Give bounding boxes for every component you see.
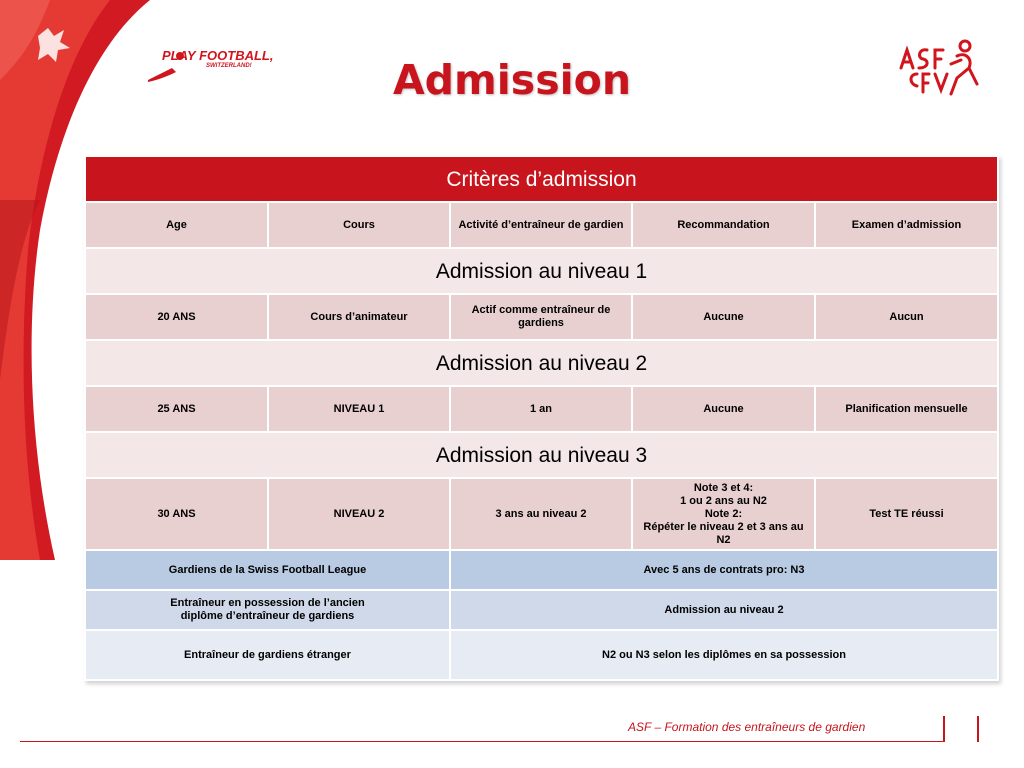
cell-recommandation: Aucune bbox=[632, 386, 815, 432]
section-title-niveau-2: Admission au niveau 2 bbox=[85, 340, 998, 386]
section-title-niveau-1: Admission au niveau 1 bbox=[85, 248, 998, 294]
cell-examen: Aucun bbox=[815, 294, 998, 340]
special-row-ancien-diplome bbox=[85, 590, 998, 630]
play-football-subtext: SWITZERLAND! bbox=[206, 63, 252, 69]
column-header-age: Age bbox=[85, 202, 268, 248]
page-title: Admission bbox=[392, 56, 632, 104]
column-header-examen: Examen d’admission bbox=[815, 202, 998, 248]
column-header-recommandation: Recommandation bbox=[632, 202, 815, 248]
play-football-text: PLAY FOOTBALL, bbox=[162, 48, 274, 63]
special-row-etranger bbox=[85, 630, 998, 680]
cell-cours: NIVEAU 2 bbox=[268, 478, 450, 550]
cell-activite: 1 an bbox=[450, 386, 632, 432]
section-row-niveau-1 bbox=[85, 248, 998, 294]
cell-cours: Cours d’animateur bbox=[268, 294, 450, 340]
special-value: Avec 5 ans de contrats pro: N3 bbox=[450, 550, 998, 590]
column-header-cours: Cours bbox=[268, 202, 450, 248]
cell-examen: Planification mensuelle bbox=[815, 386, 998, 432]
cell-activite: Actif comme entraîneur de gardiens bbox=[450, 294, 632, 340]
section-row-niveau-2 bbox=[85, 340, 998, 386]
footer-bar-right bbox=[977, 716, 979, 742]
cell-age: 25 ANS bbox=[85, 386, 268, 432]
cell-cours: NIVEAU 1 bbox=[268, 386, 450, 432]
footer-bar-left bbox=[943, 716, 945, 742]
table-header-title: Critères d’admission bbox=[85, 156, 998, 202]
cell-examen: Test TE réussi bbox=[815, 478, 998, 550]
cell-activite: 3 ans au niveau 2 bbox=[450, 478, 632, 550]
special-value: Admission au niveau 2 bbox=[450, 590, 998, 630]
admission-criteria-table bbox=[84, 155, 999, 681]
section-title-niveau-3: Admission au niveau 3 bbox=[85, 432, 998, 478]
cell-age: 20 ANS bbox=[85, 294, 268, 340]
special-label: Entraîneur de gardiens étranger bbox=[85, 630, 450, 680]
section-row-niveau-3 bbox=[85, 432, 998, 478]
cell-recommandation: Aucune bbox=[632, 294, 815, 340]
special-label: Gardiens de la Swiss Football League bbox=[85, 550, 450, 590]
table-header-row bbox=[85, 156, 998, 202]
table-row bbox=[85, 386, 998, 432]
cell-recommandation: Note 3 et 4: 1 ou 2 ans au N2 Note 2: Répéter le niveau 2 et 3 ans au N2 bbox=[632, 478, 815, 550]
special-row-swiss-league bbox=[85, 550, 998, 590]
column-header-activite: Activité d’entraîneur de gardien bbox=[450, 202, 632, 248]
column-headers-row bbox=[85, 202, 998, 248]
table-row bbox=[85, 478, 998, 550]
footer-divider bbox=[20, 741, 945, 742]
table-row bbox=[85, 294, 998, 340]
footer-text: ASF – Formation des entraîneurs de gardien bbox=[628, 720, 866, 734]
special-value: N2 ou N3 selon les diplômes en sa possession bbox=[450, 630, 998, 680]
cell-age: 30 ANS bbox=[85, 478, 268, 550]
special-label: Entraîneur en possession de l’ancien diplôme d’entraîneur de gardiens bbox=[85, 590, 450, 630]
